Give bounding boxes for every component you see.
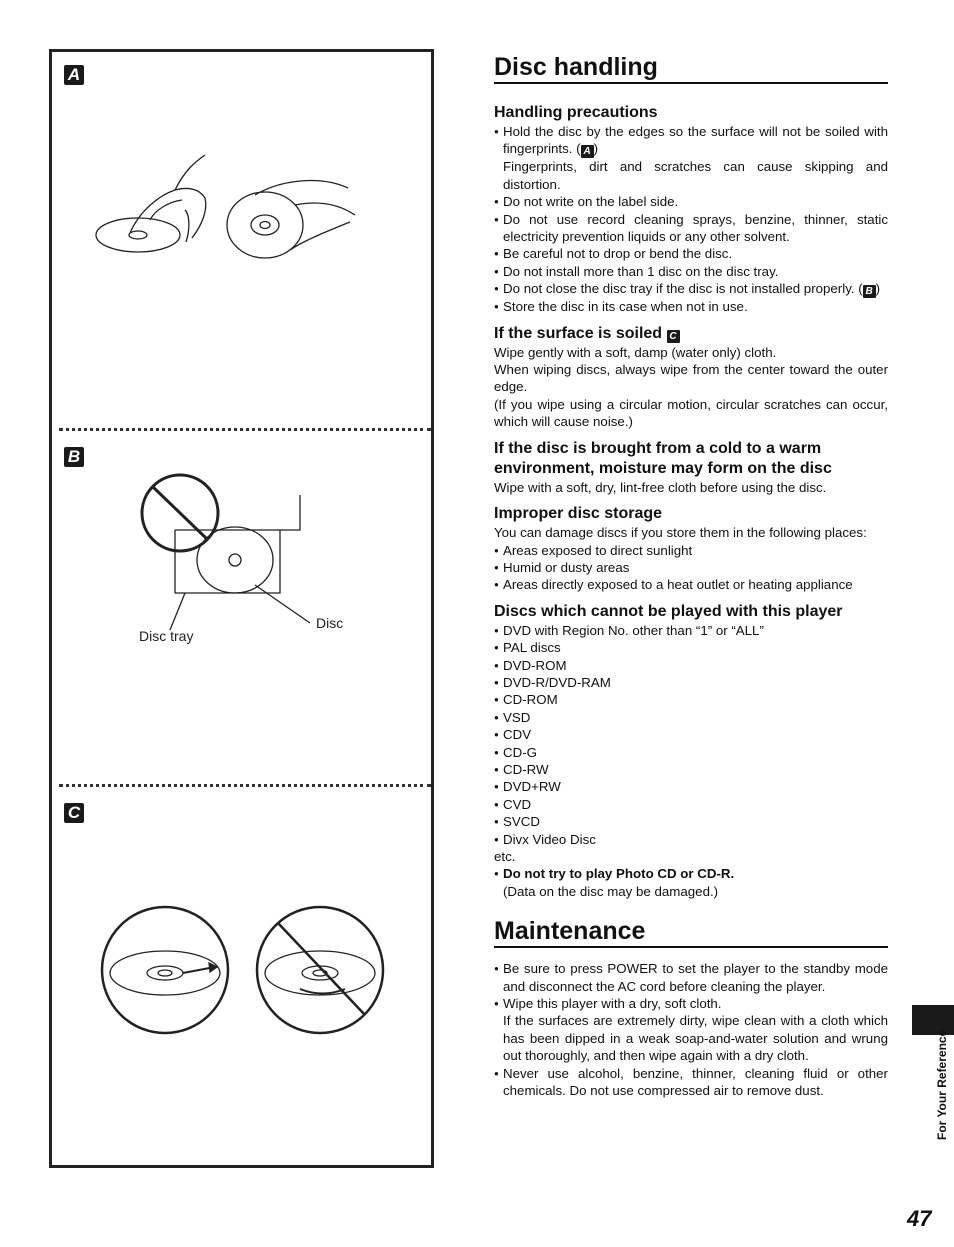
storage-item: ● Humid or dusty areas [494,559,888,576]
maintenance-item-2: ● Wipe this player with a dry, soft cloth. [494,995,888,1012]
precaution-1-note: Fingerprints, dirt and scratches can cause skipping and distortion. [503,159,888,192]
ref-a-badge: A [581,145,594,158]
disc-tray-caption: Disc tray [139,628,194,644]
maintenance-item-2-note: If the surfaces are extremely dirty, wipe clean with a cloth which has been dipped in a weak soap-and-water solution and wrung out thoroughly, and then wipe again with a dry cloth. [503,1013,888,1064]
maintenance-item-3: ● Never use alcohol, benzine, thinner, cleaning fluid or other chemicals. Do not use compressed air to remove dust. [494,1065,888,1100]
panel-b-label: B [64,447,84,467]
soiled-text-1: Wipe gently with a soft, damp (water only) cloth. [494,344,777,360]
photo-cd-note: (Data on the disc may be damaged.) [503,883,719,899]
precaution-7: ● Store the disc in its case when not in use. [494,298,888,315]
page-number: 47 [907,1206,932,1231]
precaution-2: ● Do not write on the label side. [494,193,888,210]
unplayable-item: ● Divx Video Disc [494,831,888,848]
precaution-5: ● Do not install more than 1 disc on the disc tray. [494,263,888,280]
unplayable-item: ● CD-ROM [494,691,888,708]
unplayable-item: ● SVCD [494,813,888,830]
maintenance-title: Maintenance [494,916,888,948]
surface-soiled-heading: If the surface is soiled C [494,324,888,344]
tray-disc-illustration [135,475,365,625]
precaution-1: ● Hold the disc by the edges so the surface will not be soiled with fingerprints. ( A ) [494,123,888,158]
storage-item: ● Areas exposed to direct sunlight [494,542,888,559]
storage-item: ● Areas directly exposed to a heat outlet or heating appliance [494,576,888,593]
cold-warm-text: Wipe with a soft, dry, lint-free cloth before using the disc. [494,479,827,495]
precaution-3: ● Do not use record cleaning sprays, benzine, thinner, static electricity prevention liquids or any other solvent. [494,211,888,246]
handling-precautions-heading: Handling precautions [494,104,658,121]
panel-separator-2 [59,784,431,787]
wipe-direction-illustration [95,905,395,1040]
soiled-text-2: When wiping discs, always wipe from the center toward the outer edge. [494,362,888,395]
panel-separator-1 [59,428,431,431]
unplayable-item: ● VSD [494,709,888,726]
maintenance-item-1: ● Be sure to press POWER to set the player to the standby mode and disconnect the AC cord before cleaning the player. [494,960,888,995]
unplayable-item: ● DVD+RW [494,778,888,795]
photo-cd-warning: ● Do not try to play Photo CD or CD-R. [494,865,888,882]
unplayable-item: ● DVD-ROM [494,657,888,674]
improper-storage-heading: Improper disc storage [494,505,663,523]
section-tab-label: For Your Reference [935,1029,949,1140]
unplayable-item: ● DVD with Region No. other than “1” or “ALL” [494,622,888,639]
unplayable-item: ● CD-G [494,744,888,761]
precaution-6: ● Do not close the disc tray if the disc is not installed properly. ( B ) [494,280,888,298]
text-column [494,52,888,1099]
etc-text: etc. [494,849,516,864]
hold-disc-illustration [90,150,360,265]
unplayable-item: ● CD-RW [494,761,888,778]
unplayable-item: ● PAL discs [494,639,888,656]
unplayable-item: ● CVD [494,796,888,813]
precaution-4: ● Be careful not to drop or bend the disc. [494,245,888,262]
unplayable-item: ● DVD-R/DVD-RAM [494,674,888,691]
ref-c-badge: C [667,330,680,343]
unplayable-discs-heading: Discs which cannot be played with this player [494,602,843,620]
cold-warm-heading: If the disc is brought from a cold to a warm environment, moisture may form on the disc [494,439,832,477]
unplayable-item: ● CDV [494,726,888,743]
ref-b-badge: B [863,285,876,298]
disc-caption: Disc [316,615,344,631]
panel-c-label: C [64,803,84,823]
disc-handling-title: Disc handling [494,52,888,84]
soiled-text-3: (If you wipe using a circular motion, circular scratches can occur, which will cause noise.) [494,396,888,430]
storage-intro: You can damage discs if you store them in the following places: [494,525,867,541]
panel-a-label: A [64,65,84,85]
